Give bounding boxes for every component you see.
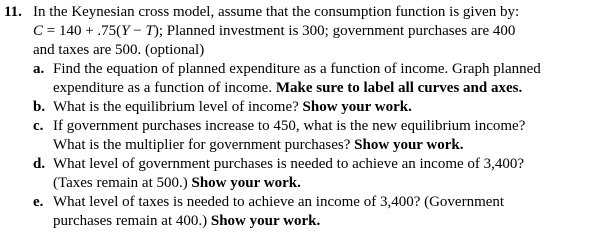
part-line: What level of government purchases is needed to achieve an income of 3,400? — [53, 156, 525, 172]
part-text: What is the multiplier for government purchases? — [53, 137, 355, 153]
eq-y: Y — [121, 23, 130, 39]
part-line — [53, 136, 585, 155]
part-a — [33, 60, 585, 98]
intro-line-3: and taxes are 500. (optional) — [33, 42, 205, 58]
part-line: Find the equation of planned expenditure as a function of income. Graph planned — [53, 61, 541, 77]
part-line: If government purchases increase to 450, what is the new equilibrium income? — [53, 118, 526, 134]
question-parts — [33, 60, 585, 231]
eq-minus: − — [129, 23, 146, 39]
part-c — [33, 117, 585, 155]
part-emphasis: Make sure to label all curves and axes. — [275, 80, 523, 96]
part-label: c. — [33, 118, 44, 134]
intro-line-1: In the Keynesian cross model, assume that the consumption function is given by: — [33, 4, 520, 20]
part-label: e. — [33, 194, 44, 210]
intro-line-2 — [33, 22, 585, 41]
part-text: What is the equilibrium level of income? — [53, 99, 303, 115]
part-line — [53, 79, 585, 98]
part-text: purchases remain at 400.) — [53, 213, 211, 229]
part-line — [53, 98, 585, 117]
question-intro — [33, 3, 585, 60]
eq-c: C — [33, 23, 44, 39]
part-line — [53, 174, 585, 193]
part-label: b. — [33, 99, 46, 115]
part-label: a. — [33, 61, 45, 77]
part-text: expenditure as a function of income. — [53, 80, 276, 96]
question-number: 11. — [4, 4, 22, 20]
part-text: (Taxes remain at 500.) — [53, 175, 192, 191]
part-line: What level of taxes is needed to achieve an income of 3,400? (Government — [53, 194, 505, 210]
part-emphasis: Show your work. — [191, 175, 301, 191]
part-d — [33, 155, 585, 193]
part-b — [33, 98, 585, 117]
part-e — [33, 193, 585, 231]
part-label: d. — [33, 156, 46, 172]
part-emphasis: Show your work. — [302, 99, 412, 115]
eq-part-1: = 140 + .75( — [43, 23, 122, 39]
eq-t: T — [145, 23, 154, 39]
part-emphasis: Show your work. — [354, 137, 464, 153]
part-line — [53, 212, 585, 231]
eq-rest: ); Planned investment is 300; government purchases are 400 — [153, 23, 516, 39]
part-emphasis: Show your work. — [210, 213, 321, 229]
